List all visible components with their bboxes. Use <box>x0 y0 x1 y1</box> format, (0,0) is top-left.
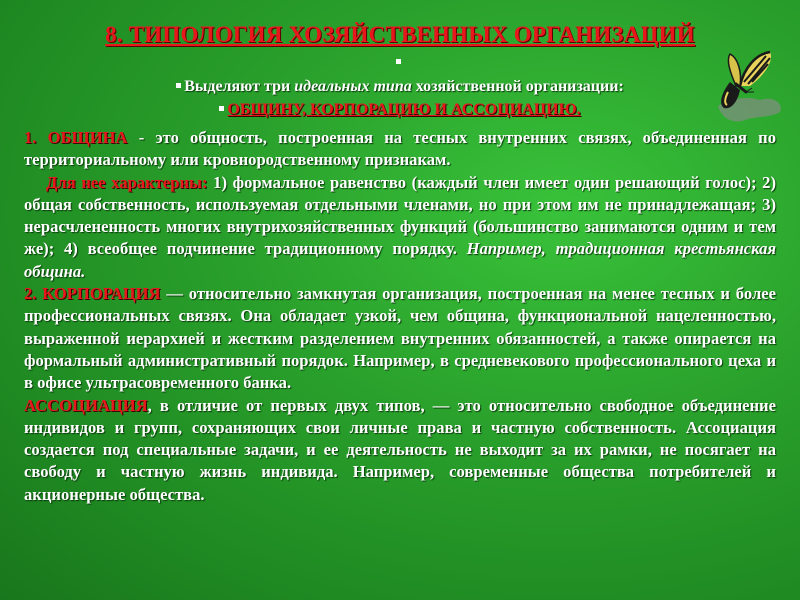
intro-suffix: хозяйственной организации: <box>411 78 624 95</box>
intro-emphasis: идеальных типа <box>294 78 412 95</box>
paragraph-community <box>24 127 776 172</box>
term-corporation: 2. КОРПОРАЦИЯ <box>24 284 161 304</box>
features-text: 1) формальное равенство (каждый член имеет один решающий голос); 2) общая собственность, используемая отдельными членами, но при этом им не принадлежащая; 3) нерасчлененность многих внутрихозяйственных функций (большинство занимаются одним и тем же); 4) всеобщее подчинение традиционному порядку. <box>24 172 776 259</box>
corporation-text: — относительно замкнутая организация, построенная на менее тесных и более профессиональных связях. Она обладает узкой, чем община, функциональной нацеленностью, выраженной иерархией и жестким разделением внутренних обязанностей, а также опирается на формальный административный порядок. Например, в средневекового профессионального цеха и в офисе ультрасовременного банка. <box>24 284 776 393</box>
features-example: Например, традиционная крестьянская община. <box>24 239 776 281</box>
term-community: 1. ОБЩИНА <box>24 128 128 147</box>
features-lead: Для нее характерны: <box>46 172 208 192</box>
term-association: АССОЦИАЦИЯ <box>24 395 148 415</box>
paragraph-community-features <box>24 172 776 283</box>
intro-types-line <box>0 101 800 119</box>
intro-line <box>0 78 800 96</box>
empty-bullet <box>0 54 800 68</box>
paragraph-corporation <box>24 283 776 394</box>
page-title: 8. ТИПОЛОГИЯ ХОЗЯЙСТВЕННЫХ ОРГАНИЗАЦИЙ <box>105 22 695 47</box>
intro-prefix: Выделяют три <box>184 78 295 95</box>
butterfly-icon <box>700 48 790 128</box>
intro-types: ОБЩИНУ, КОРПОРАЦИЮ И АССОЦИАЦИЮ. <box>227 101 581 118</box>
paragraph-association <box>24 395 776 506</box>
main-content <box>24 127 776 506</box>
community-text: - это общность, построенная на тесных внутренних связях, объединенная по территориальному или кровнородственному признакам. <box>24 128 776 170</box>
bullet-icon <box>396 59 401 64</box>
bullet-icon <box>176 83 181 88</box>
bullet-icon <box>219 106 224 111</box>
association-text: , в отличие от первых двух типов, — это относительно свободное объединение индивидов и групп, сохраняющих свои личные права и частную собственность. Ассоциация создается под специальные задачи, и ее деятельность не выходит за их рамки, не посягает на свободу и частную жизнь индивида. Например, современные общества потребителей и акционерные общества. <box>24 395 776 504</box>
